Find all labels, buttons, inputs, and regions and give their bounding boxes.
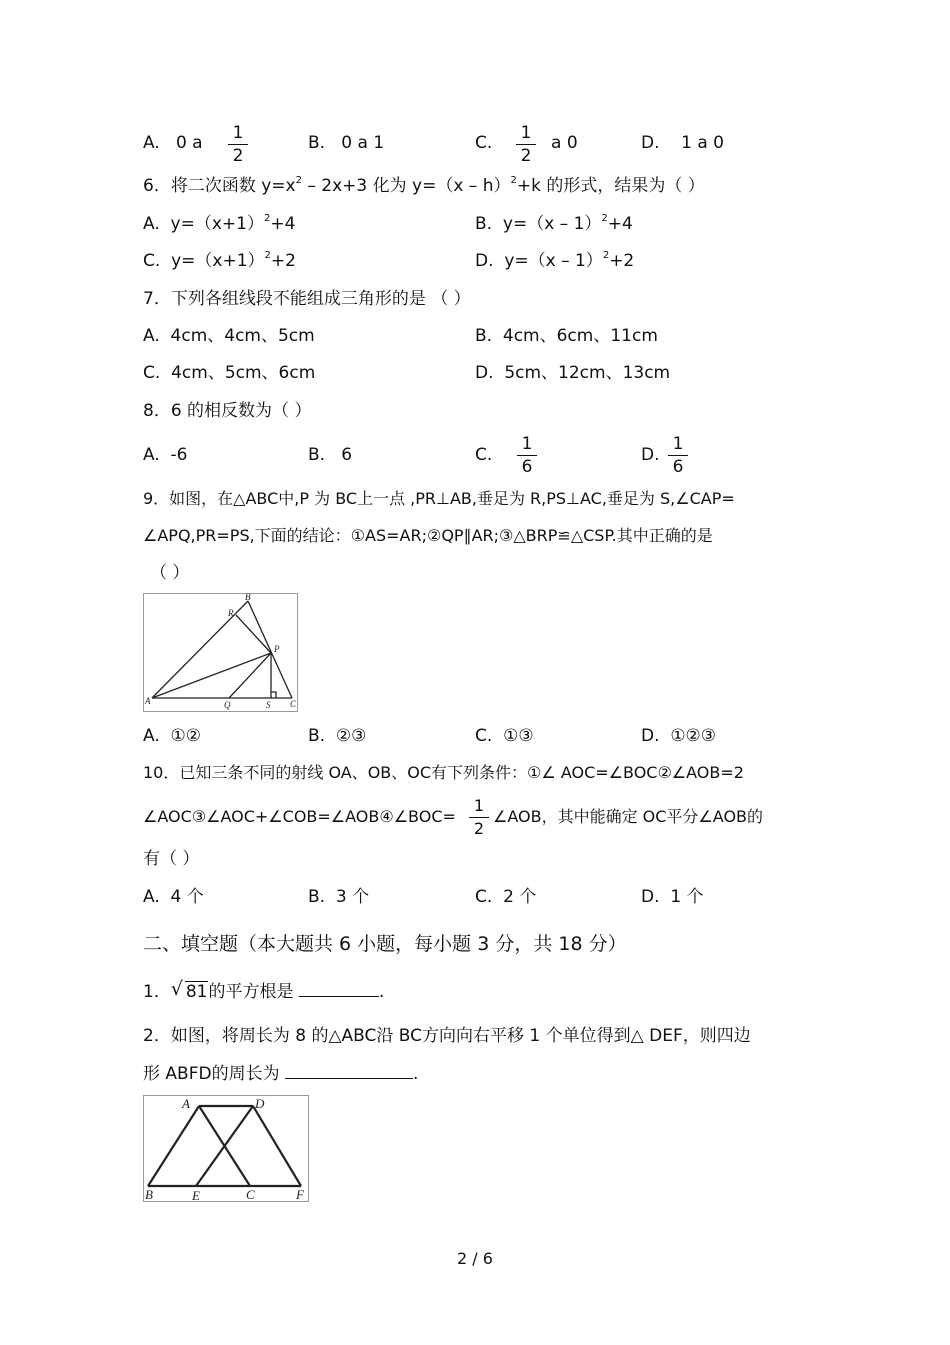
q5-option-b: B. 0 a 1 — [308, 133, 385, 153]
q10-option-a: A. 4 个 — [143, 887, 204, 907]
q7-option-c: C. 4cm、5cm、6cm — [143, 363, 316, 383]
q9-segment-ap — [152, 653, 271, 698]
q8-option-d-fraction: 1 6 — [668, 434, 688, 477]
q9-option-a: A. ①② — [143, 726, 202, 746]
fill-2-segment-de — [196, 1106, 253, 1186]
fill-2-blank[interactable] — [285, 1062, 413, 1079]
q6-option-c: C. $y=(x+1)^2+2$ — [143, 250, 296, 271]
q5-option-d: D. 1 a 0 — [641, 133, 724, 153]
fill-2-line-1: 2．如图，将周长为 8 的△ABC沿 BC方向向右平移 1 个单位得到△ DEF，则四边 — [143, 1026, 751, 1046]
fill-2-segment-ab — [148, 1106, 199, 1186]
q6-stem: 6．将二次函数 $y=x^2 - 2x+3$ 化为 y=（x – h）$^2$+k 的形式，结果为（ ） — [143, 175, 705, 196]
translation-diagram — [144, 1096, 308, 1201]
q9-option-b: B. ②③ — [308, 726, 367, 746]
q7-option-d: D. 5cm、12cm、13cm — [475, 363, 671, 383]
q5-option-c-text: a 0 — [551, 133, 578, 153]
fill-2-label-b: B — [145, 1187, 153, 1201]
q5-option-a-fraction: 1 2 — [228, 123, 248, 166]
section-2-heading: 二、填空题（本大题共 6 小题，每小题 3 分，共 18 分） — [143, 933, 627, 955]
q9-label-c: C — [290, 699, 297, 709]
q9-label-r: R — [228, 608, 234, 618]
fill-2-label-d: D — [255, 1096, 265, 1111]
fill-2-label-e: E — [192, 1188, 200, 1201]
q7-option-a: A. 4cm、4cm、5cm — [143, 326, 315, 346]
q6-option-d: D. y=（x – 1）$^2$+2 — [475, 250, 635, 271]
q6-option-a: A. $y=(x+1)^2+4$ — [143, 213, 296, 234]
fill-1-blank[interactable] — [299, 980, 379, 997]
q9-right-angle-mark — [271, 692, 276, 698]
q9-segment-bc — [248, 601, 292, 698]
q8-option-d-letter: D. — [641, 445, 660, 465]
q8-stem: 8．6 的相反数为（ ） — [143, 401, 312, 421]
fill-2-line-2: 形 ABFD的周长为 . — [143, 1064, 419, 1084]
q9-segment-pq — [229, 653, 271, 698]
fill-2-label-f: F — [296, 1187, 304, 1201]
q9-option-d: D. ①②③ — [641, 726, 717, 746]
q9-label-a: A — [145, 696, 151, 706]
q9-figure — [143, 593, 298, 712]
q9-stem-line-2: ∠APQ,PR=PS,下面的结论：①AS=AR;②QP∥AR;③△BRP≌△CSP.其中正确的是 — [143, 526, 713, 545]
q9-segment-pr — [236, 615, 271, 653]
q9-triangle-diagram — [144, 594, 297, 711]
q10-option-b: B. 3 个 — [308, 887, 370, 907]
q5-option-c-fraction: 1 2 — [516, 123, 536, 166]
q9-stem-line-1: 9．如图，在△ABC中,P 为 BC上一点 ,PR⊥AB,垂足为 R,PS⊥AC,垂足为 S,∠CAP= — [143, 489, 735, 508]
q9-label-p: P — [274, 644, 280, 654]
q10-stem-line-1: 10．已知三条不同的射线 OA、OB、OC有下列条件：①∠ AOC=∠BOC②∠AOB=2 — [143, 763, 744, 782]
q5-option-a: A. 0 a — [143, 133, 203, 153]
q10-stem-line-2-pre: ∠AOC③∠AOC+∠COB=∠AOB④∠BOC= — [143, 807, 456, 826]
q7-option-b: B. 4cm、6cm、11cm — [475, 326, 658, 346]
q9-stem-line-3: （ ） — [150, 563, 190, 583]
q8-option-c-letter: C. — [475, 445, 493, 465]
fill-1: 1． √ 81的平方根是 . — [143, 978, 385, 1002]
q8-option-b: B. 6 — [308, 445, 353, 465]
q6-option-b: B. y=（x – 1）$^2$+4 — [475, 213, 633, 234]
q5-option-c-letter: C. — [475, 133, 493, 153]
q9-option-c: C. ①③ — [475, 726, 534, 746]
page-number: 2 / 6 — [457, 1249, 493, 1268]
fill-2-label-a: A — [182, 1096, 190, 1111]
q10-option-c: C. 2 个 — [475, 887, 537, 907]
q9-label-q: Q — [224, 700, 231, 710]
q10-stem-line-2-post: ∠AOB，其中能确定 OC平分∠AOB的 — [493, 807, 764, 826]
q7-stem: 7．下列各组线段不能组成三角形的是 （ ） — [143, 289, 471, 309]
q8-option-a: A. -6 — [143, 445, 188, 465]
q10-option-d: D. 1 个 — [641, 887, 704, 907]
q9-segment-ab — [152, 601, 248, 698]
q10-fraction: 1 2 — [469, 796, 489, 839]
q9-label-s: S — [266, 700, 271, 710]
q10-stem-line-3: 有（ ） — [143, 849, 200, 869]
fill-2-figure — [143, 1095, 309, 1202]
q9-label-b: B — [245, 594, 251, 602]
q8-option-c-fraction: 1 6 — [517, 434, 537, 477]
fill-2-label-c: C — [246, 1187, 255, 1201]
sqrt-81: √ 81 — [170, 978, 208, 1002]
fill-2-segment-df — [253, 1106, 301, 1186]
